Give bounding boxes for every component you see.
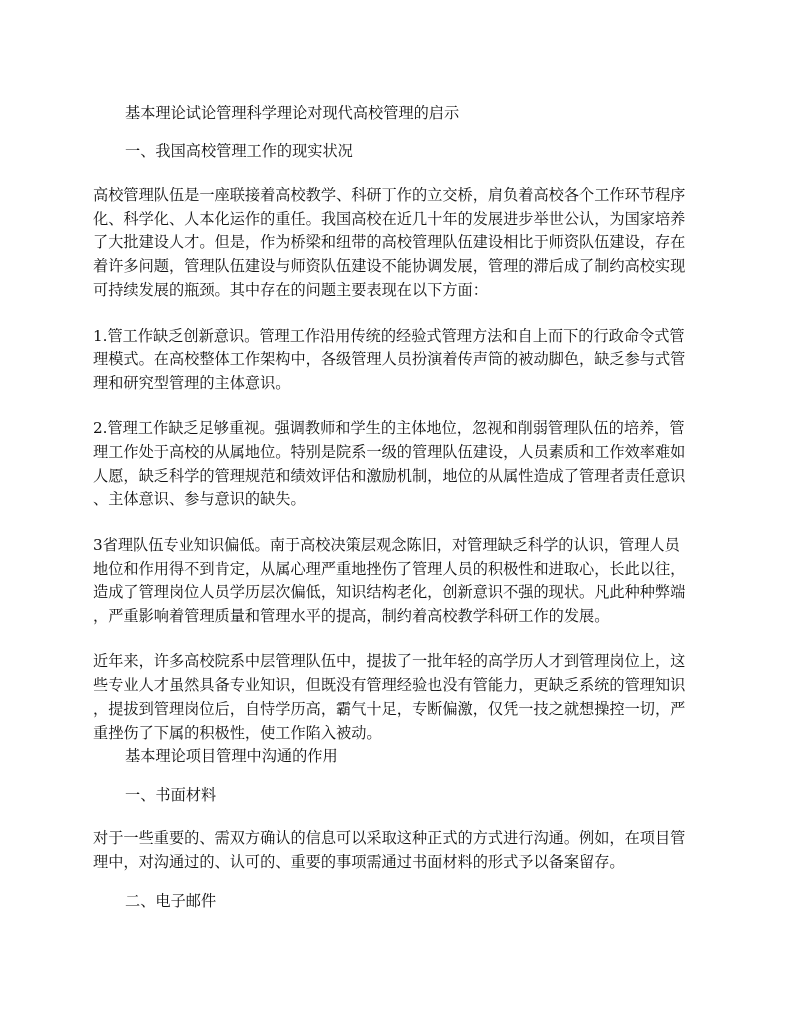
paragraph-line: 理工作处于高校的从属地位。特别是院系一级的管理队伍建设，人员素质和工作效率难如 [93,443,686,461]
paragraph-line: 重挫伤了下属的积极性，使工作陷入被动。 [93,724,382,742]
paragraph-line: 对于一些重要的、需双方确认的信息可以采取这种正式的方式进行沟通。例如，在项目管 [93,829,686,847]
paragraph-line: 3省理队伍专业知识偏低。南于高校决策层观念陈旧，对管理缺乏科学的认识，管理人员 [93,536,680,554]
paragraph-line: 可持续发展的瓶颈。其中存在的问题主要表现在以下方面： [93,281,488,299]
paragraph-line: ，提拔到管理岗位后，自恃学历高，霸气十足，专断偏激，仅凭一技之就想操控一切，严 [93,700,686,718]
paragraph-line: 化、科学化、人本化运作的重任。我国高校在近几十年的发展进步举世公认，为国家培养 [93,210,686,228]
paragraph-line: 着许多问题，管理队伍建设与师资队伍建设不能协调发展，管理的滞后成了制约高校实现 [93,257,686,275]
section-heading: 一、书面材料 [125,786,217,804]
paragraph-line: 理和研究型管理的主体意识。 [93,374,291,392]
paragraph-line: 地位和作用得不到肯定，从属心理严重地挫伤了管理人员的积极性和进取心，长此以往， [93,560,686,578]
paragraph-line: 2.管理工作缺乏足够重视。强调教师和学生的主体地位，忽视和削弱管理队伍的培养，管 [93,419,685,437]
section-heading: 二、电子邮件 [125,892,217,910]
paragraph-line: 、主体意识、参与意识的缺失。 [93,490,306,508]
paragraph-line: 近年来，许多高校院系中层管理队伍中，提拔了一批年轻的高学历人才到管理岗位上，这 [93,652,686,670]
paragraph-line: 些专业人才虽然具备专业知识，但既没有管理经验也没有管能力，更缺乏系统的管理知识 [93,676,686,694]
paragraph-line: 高校管理队伍是一座联接着高校教学、科研丁作的立交桥，肩负着高校各个工作环节程序 [93,186,686,204]
paragraph-line: 人愿，缺乏科学的管理规范和绩效评估和激励机制，地位的从属性造成了管理者责任意识 [93,467,686,485]
paragraph-line: 1.管工作缺乏创新意识。管理工作沿用传统的经验式管理方法和自上而下的行政命令式管 [93,327,685,345]
document-title: 基本理论项目管理中沟通的作用 [125,747,338,765]
document-title: 基本理论试论管理科学理论对现代高校管理的启示 [125,104,460,122]
paragraph-line: 了大批建设人才。但是，作为桥梁和纽带的高校管理队伍建设相比于师资队伍建设，存在 [93,233,686,251]
section-heading: 一、我国高校管理工作的现实状况 [125,142,353,160]
paragraph-line: 理中，对沟通过的、认可的、重要的事项需通过书面材料的形式予以备案留存。 [93,853,625,871]
paragraph-line: ，严重影响着管理质量和管理水平的提高，制约着高校教学科研工作的发展。 [93,607,610,625]
paragraph-line: 造成了管理岗位人员学历层次偏低，知识结构老化，创新意识不强的现状。凡此种种弊端 [93,583,686,601]
paragraph-line: 理模式。在高校整体工作架构中，各级管理人员扮演着传声筒的被动脚色，缺乏参与式管 [93,350,686,368]
